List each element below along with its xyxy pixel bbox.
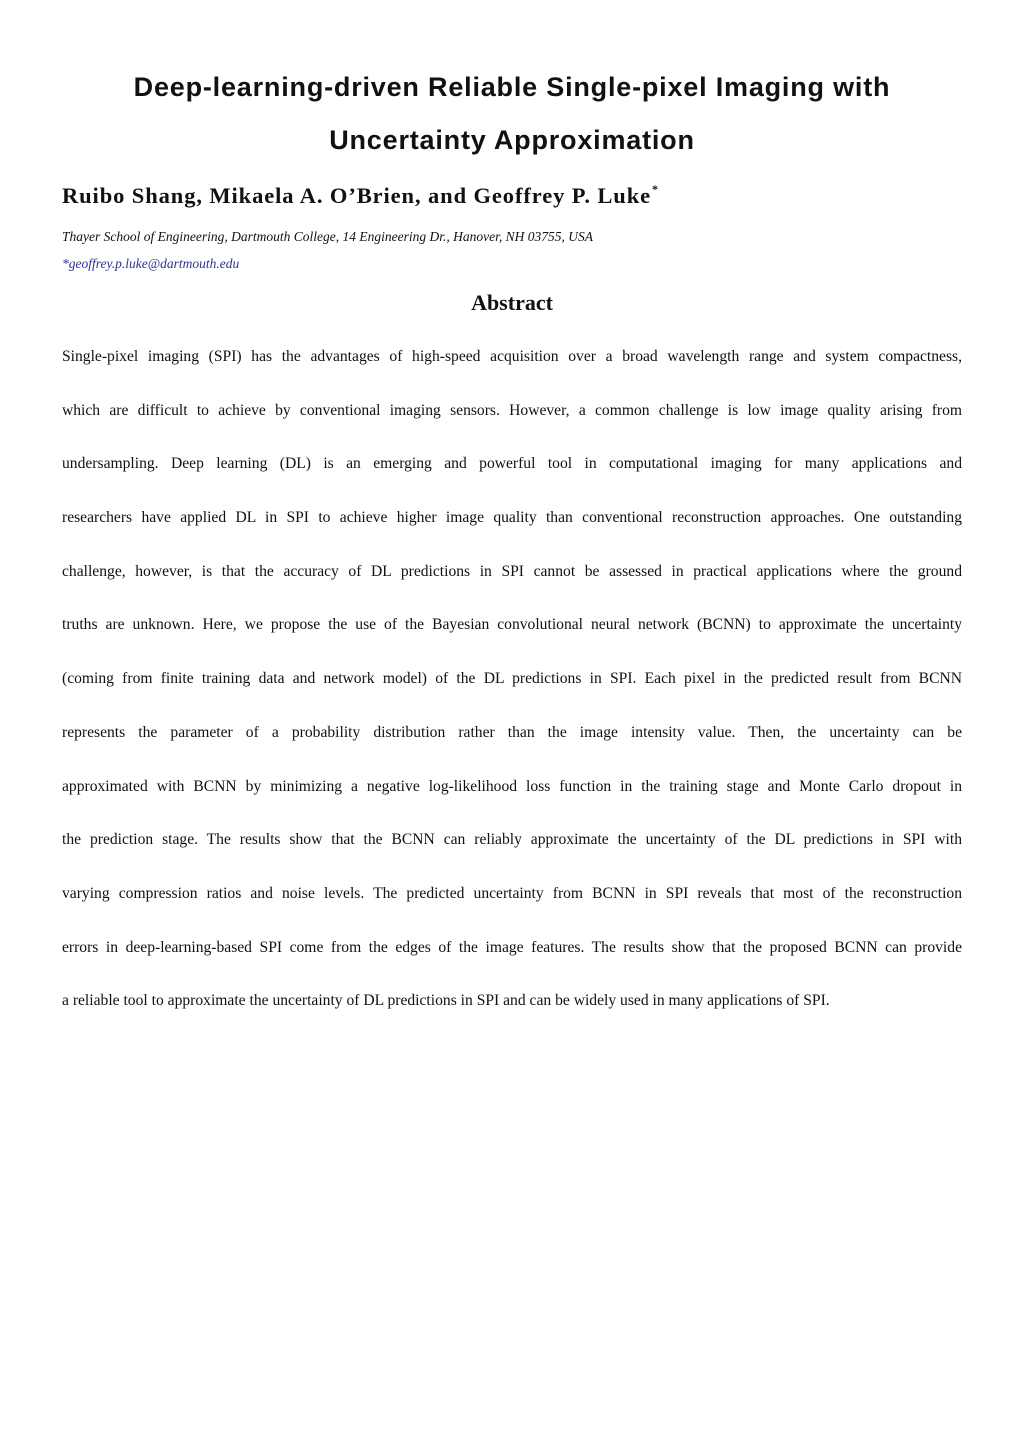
abstract-line: challenge, however, is that the accuracy of DL predictions in SPI cannot be assessed in practical applications where the ground: [62, 562, 962, 580]
corresponding-author-mark: *: [652, 182, 659, 196]
abstract-body: [62, 346, 962, 1044]
abstract-line: a reliable tool to approximate the uncertainty of DL predictions in SPI and can be widely used in many applications of SPI.: [62, 992, 830, 1010]
abstract-line: (coming from finite training data and network model) of the DL predictions in SPI. Each pixel in the predicted result from BCNN: [62, 670, 962, 688]
abstract-line: varying compression ratios and noise levels. The predicted uncertainty from BCNN in SPI reveals that most of the reconstruction: [62, 884, 962, 902]
abstract-line: represents the parameter of a probability distribution rather than the image intensity value. Then, the uncertainty can be: [62, 723, 962, 741]
author-list: [62, 182, 659, 209]
abstract-line: errors in deep-learning-based SPI come from the edges of the image features. The results show that the proposed BCNN can provide: [62, 938, 962, 956]
paper-title-line-2: Uncertainty Approximation: [329, 125, 695, 155]
abstract-line: undersampling. Deep learning (DL) is an emerging and powerful tool in computational imaging for many applications and: [62, 455, 962, 473]
abstract-line: truths are unknown. Here, we propose the use of the Bayesian convolutional neural network (BCNN) to approximate the uncertainty: [62, 616, 962, 634]
affiliation: Thayer School of Engineering, Dartmouth College, 14 Engineering Dr., Hanover, NH 03755, USA: [62, 229, 593, 244]
abstract-line: which are difficult to achieve by conventional imaging sensors. However, a common challenge is low image quality arising from: [62, 401, 962, 419]
abstract-line: the prediction stage. The results show that the BCNN can reliably approximate the uncertainty of the DL predictions in SPI with: [62, 831, 962, 849]
abstract-line: Single-pixel imaging (SPI) has the advantages of high-speed acquisition over a broad wavelength range and system compactness,: [62, 348, 962, 365]
abstract-line: approximated with BCNN by minimizing a negative log-likelihood loss function in the training stage and Monte Carlo dropout in: [62, 777, 962, 795]
author-names: Ruibo Shang, Mikaela A. O’Brien, and Geoffrey P. Luke: [62, 183, 652, 208]
abstract-heading: Abstract: [471, 290, 553, 315]
corresponding-email-link[interactable]: *geoffrey.p.luke@dartmouth.edu: [62, 256, 240, 271]
paper-title-line-1: Deep-learning-driven Reliable Single-pixel Imaging with: [133, 72, 891, 102]
abstract-line: researchers have applied DL in SPI to achieve higher image quality than conventional reconstruction approaches. One outstanding: [62, 509, 962, 527]
